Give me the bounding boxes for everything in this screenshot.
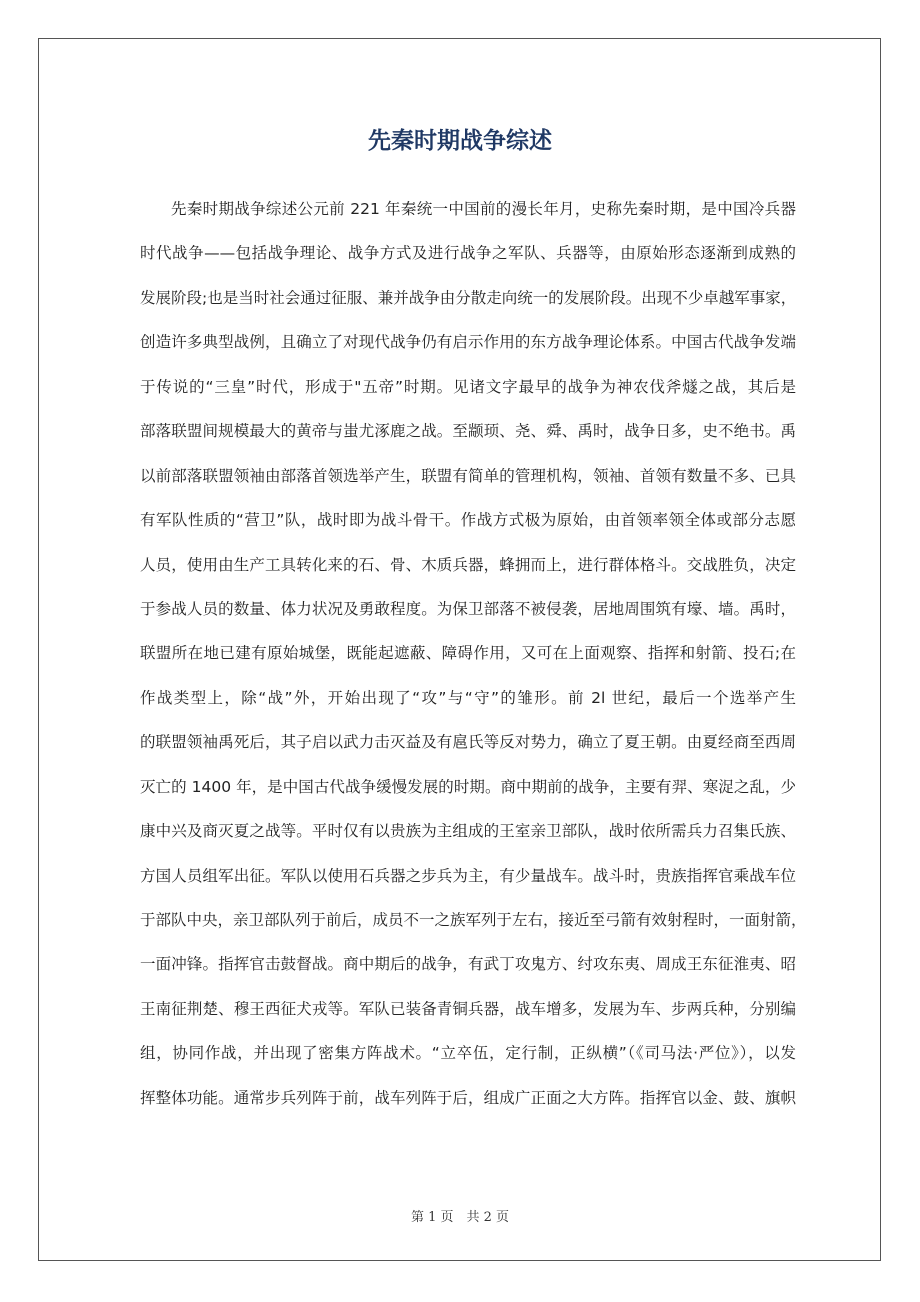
- paragraph-line: 于部队中央，亲卫部队列于前后，成员不一之族军列于左右，接近至弓箭有效射程时，一面射箭，: [140, 911, 807, 929]
- paragraph-line: 挥整体功能。通常步兵列阵于前，战车列阵于后，组成广正面之大方阵。指挥官以金、鼓、旗帜: [140, 1088, 796, 1107]
- paragraph-line: 于参战人员的数量、体力状况及勇敢程度。为保卫部落不被侵袭，居地周围筑有壕、墙。禹时，: [140, 599, 796, 618]
- paragraph-line: 有军队性质的“营卫”队，战时即为战斗骨干。作战方式极为原始，由首领率领全体或部分志愿: [140, 511, 796, 530]
- paragraph-line: 作战类型上，除“战”外，开始出现了“攻”与“守”的雏形。前 2l 世纪，最后一个选举产生: [140, 688, 796, 707]
- paragraph-line: 一面冲锋。指挥官击鼓督战。商中期后的战争，有武丁攻鬼方、纣攻东夷、周成王东征淮夷、昭: [140, 955, 796, 974]
- paragraph-line: 人员，使用由生产工具转化来的石、骨、木质兵器，蜂拥而上，进行群体格斗。交战胜负，决定: [140, 555, 796, 574]
- paragraph-line: 以前部落联盟领袖由部落首领选举产生，联盟有简单的管理机构，领袖、首领有数量不多、已具: [140, 466, 796, 485]
- page-footer: 第 1 页 共 2 页: [410, 1210, 510, 1225]
- paragraph-line: 康中兴及商灭夏之战等。平时仅有以贵族为主组成的王室亲卫部队，战时依所需兵力召集氏族、: [140, 822, 796, 841]
- paragraph-line: 于传说的“三皇”时代，形成于"五帝”时期。见诸文字最早的战争为神农伐斧燧之战，其后是: [140, 377, 796, 396]
- paragraph-line: 组，协同作战，并出现了密集方阵战术。“立卒伍，定行制，正纵横”（《司马法·严位》），以发: [140, 1044, 796, 1063]
- document-title: 先秦时期战争综述: [368, 128, 552, 154]
- document-body: [140, 198, 807, 1131]
- paragraph-line: 先秦时期战争综述公元前 221 年秦统一中国前的漫长年月，史称先秦时期，是中国冷兵器: [171, 200, 796, 218]
- paragraph-line: 创造许多典型战例，且确立了对现代战争仍有启示作用的东方战争理论体系。中国古代战争发端: [140, 333, 796, 352]
- paragraph-line: 联盟所在地已建有原始城堡，既能起遮蔽、障碍作用，又可在上面观察、指挥和射箭、投石;在: [140, 644, 796, 663]
- paragraph-line: 灭亡的 1400 年，是中国古代战争缓慢发展的时期。商中期前的战争，主要有羿、寒浞之乱，少: [140, 777, 796, 796]
- paragraph-line: 方国人员组军出征。军队以使用石兵器之步兵为主，有少量战车。战斗时，贵族指挥官乘战车位: [140, 866, 796, 885]
- paragraph-line: 部落联盟间规模最大的黄帝与蚩尤涿鹿之战。至颛顼、尧、舜、禹时，战争日多，史不绝书。禹: [140, 422, 796, 441]
- paragraph-line: 的联盟领袖禹死后，其子启以武力击灭益及有扈氏等反对势力，确立了夏王朝。由夏经商至西周: [140, 733, 796, 752]
- paragraph-line: 发展阶段;也是当时社会通过征服、兼并战争由分散走向统一的发展阶段。出现不少卓越军事家，: [140, 288, 797, 307]
- paragraph-line: 王南征荆楚、穆王西征犬戎等。军队已装备青铜兵器，战车增多，发展为车、步两兵种，分别编: [140, 999, 796, 1018]
- paragraph-line: 时代战争——包括战争理论、战争方式及进行战争之军队、兵器等，由原始形态逐渐到成熟的: [140, 244, 796, 263]
